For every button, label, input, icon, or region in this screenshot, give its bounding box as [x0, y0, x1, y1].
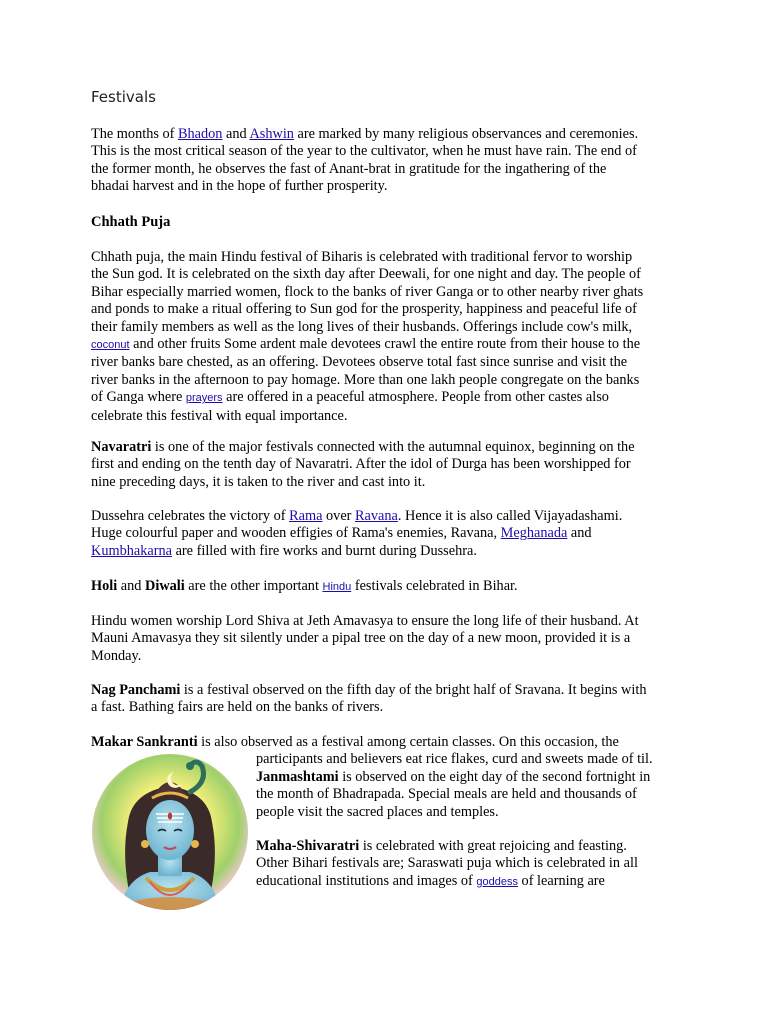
face [146, 800, 194, 860]
nag-panchami-paragraph [91, 682, 691, 717]
link-prayers[interactable]: prayers [185, 392, 223, 405]
link-goddess[interactable]: goddess [476, 875, 518, 888]
nag-line-2: a fast. Bathing fairs are held on the banks of rivers. [91, 699, 384, 716]
link-coconut[interactable]: coconut [91, 339, 130, 352]
navaratri-paragraph [91, 439, 691, 491]
intro-line-1: The months of Bhadon and Ashwin are marked by many religious observances and ceremonies. [91, 126, 639, 142]
intro-paragraph [91, 126, 691, 196]
link-meghanada[interactable]: Meghanada [500, 525, 568, 542]
link-bhadon[interactable]: Bhadon [177, 126, 223, 142]
intro-line-2: This is the most critical season of the year to the cultivator, when he must have rain. The end of [91, 143, 637, 160]
chhath-line-1: Chhath puja, the main Hindu festival of Biharis is celebrated with traditional fervor to worship [91, 249, 633, 265]
makar-line-2: participants and believers eat rice flakes, curd and sweets made of til. [256, 751, 653, 768]
shiva-portrait-image [90, 752, 250, 912]
intro-line-3: the former month, he observes the fast of Anant-brat in gratitude for the ingathering of the [91, 160, 607, 177]
navaratri-line-2: first and ending on the tenth day of Navaratri. After the idol of Durga has been worshipped for [91, 456, 631, 473]
janmashtami-line-3: people visit the sacred places and temples. [256, 803, 499, 820]
chhath-puja-heading: Chhath Puja [91, 214, 171, 230]
women-line-3: Monday. [91, 647, 142, 664]
maha-line-2: Other Bihari festivals are; Saraswati puja which is celebrated in all [256, 855, 638, 872]
makar-line-1: Makar Sankranti is also observed as a festival among certain classes. On this occasion, the [91, 734, 619, 750]
shiva-illustration [90, 752, 250, 912]
women-line-2: Mauni Amavasya they sit silently under a pipal tree on the day of a new moon, provided it is a [91, 630, 631, 647]
chhath-line-2: the Sun god. It is celebrated on the sixth day after Deewali, for one night and day. The people of [91, 266, 641, 283]
chhath-line-10: celebrate this festival with equal importance. [91, 407, 348, 424]
chhath-line-7: river banks bare chested, as an offering. Devotees observe total fast since sunrise and visit the [91, 354, 628, 371]
link-ravana[interactable]: Ravana [355, 508, 398, 524]
chhath-line-4: and ponds to make a ritual offering to Sun god for the prosperity, happiness and peaceful life of [91, 301, 637, 318]
janmashtami-line-2: the month of Bhadrapada. Special meals are held and thousands of [256, 786, 637, 803]
women-worship-paragraph [91, 613, 691, 665]
chhath-line-5: their family members as well as the long lives of their husbands. Offerings include cow's milk, [91, 318, 633, 335]
holi-line: Holi and Diwali are the other important Hindu festivals celebrated in Bihar. [91, 578, 518, 594]
chhath-paragraph [91, 249, 691, 425]
chhath-line-3: Bihar especially married women, flock to the banks of river Ganga or to other nearby river ghats [91, 283, 644, 300]
nag-line-1: Nag Panchami is a festival observed on the fifth day of the bright half of Sravana. It begins with [91, 682, 647, 698]
dussehra-line-3: Kumbhakarna are filled with fire works and burnt during Dussehra. [91, 542, 477, 559]
chhath-line-9: of Ganga where prayers are offered in a peaceful atmosphere. People from other castes also [91, 389, 609, 406]
third-eye [168, 813, 172, 820]
page-heading: Festivals [91, 88, 156, 106]
women-line-1: Hindu women worship Lord Shiva at Jeth Amavasya to ensure the long life of their husband. At [91, 613, 639, 629]
intro-line-4: bhadai harvest and in the hope of further prosperity. [91, 178, 388, 195]
link-kumbhakarna[interactable]: Kumbhakarna [91, 542, 172, 559]
chhath-line-6: coconut and other fruits Some ardent male devotees crawl the entire route from their house to the [91, 336, 641, 353]
chhath-line-8: river banks in the afternoon to pay homage. More than one lakh people congregate on the banks [91, 371, 640, 388]
navaratri-line-3: nine preceding days, it is taken to the river and cast into it. [91, 473, 426, 490]
maha-line-3: educational institutions and images of goddess of learning are [256, 872, 605, 889]
dussehra-line-1: Dussehra celebrates the victory of Rama over Ravana. Hence it is also called Vijayadashami. [91, 508, 623, 524]
dussehra-paragraph [91, 508, 691, 560]
janmashtami-line-1: Janmashtami is observed on the eight day of the second fortnight in [256, 768, 651, 785]
navaratri-line-1: Navaratri is one of the major festivals connected with the autumnal equinox, beginning on the [91, 439, 635, 455]
link-ashwin[interactable]: Ashwin [249, 126, 294, 142]
link-hindu[interactable]: Hindu [322, 581, 352, 593]
link-rama[interactable]: Rama [289, 508, 323, 524]
dussehra-line-2: Huge colourful paper and wooden effigies of Rama's enemies, Ravana, Meghanada and [91, 525, 592, 542]
maha-line-1: Maha-Shivaratri is celebrated with great rejoicing and feasting. [256, 838, 627, 854]
holi-paragraph [91, 578, 691, 596]
